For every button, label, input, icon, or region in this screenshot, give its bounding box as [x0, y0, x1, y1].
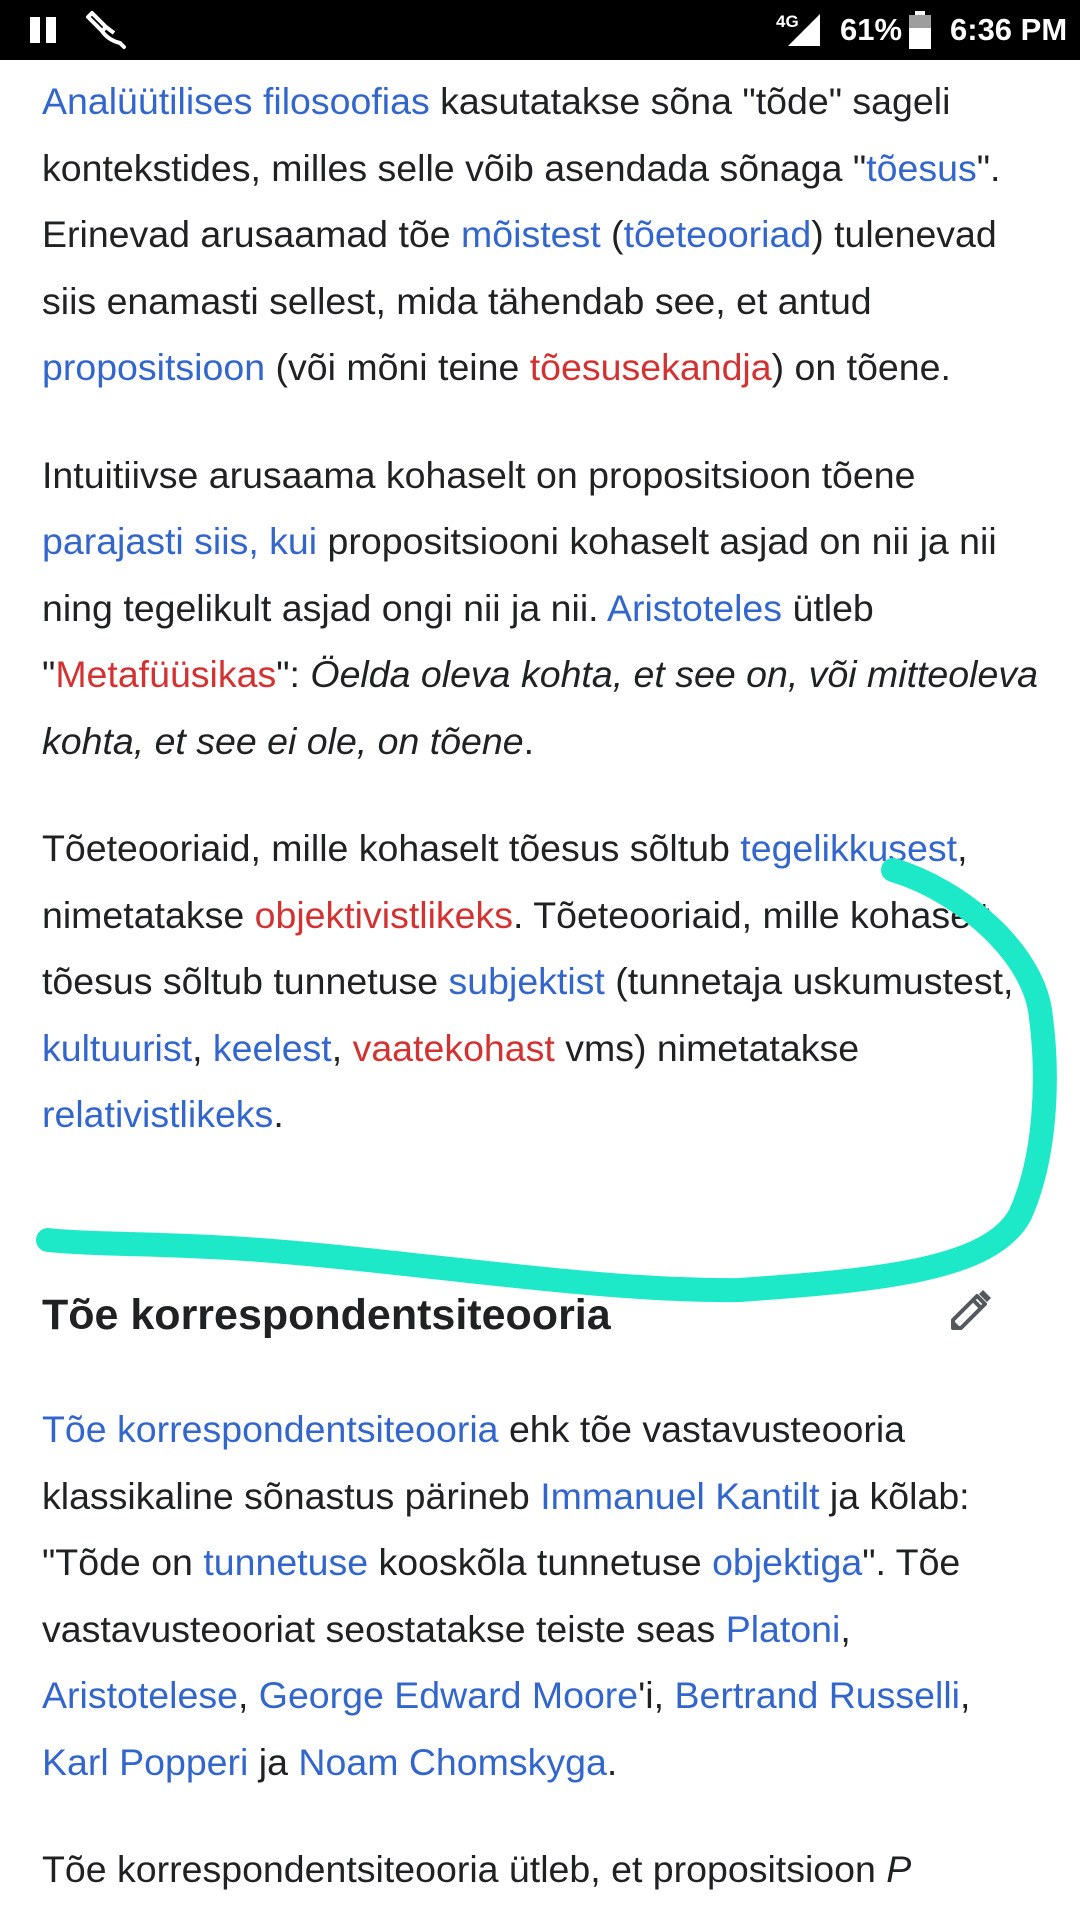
link-noam-chomskyga[interactable]: Noam Chomskyga: [298, 1740, 607, 1783]
link-tegelikkusest[interactable]: tegelikkusest: [740, 827, 958, 869]
section-content: [42, 1396, 1042, 1903]
text-run: ". Tõe vastavusteooriat seostatakse teiste seas: [42, 1541, 961, 1650]
signal-icon: [786, 0, 822, 60]
link-keelest[interactable]: keelest: [212, 1026, 332, 1069]
text-run: . Tõeteooriaid, mille kohaselt tõesus sõltub tunnetuse: [42, 893, 990, 1002]
text-run: ,: [192, 1026, 213, 1069]
text-run: (või mõni teine: [265, 346, 530, 388]
text-run: propositsiooni kohaselt asjad on nii ja nii ning tegelikult asjad ongi nii ja nii.: [42, 520, 997, 629]
text-run: kooskõla tunnetuse: [368, 1541, 713, 1583]
link-tunnetuse[interactable]: tunnetuse: [203, 1541, 369, 1583]
link-analuutilises-filosoofias[interactable]: Analüütilises filosoofias: [42, 80, 430, 122]
text-run: ,: [331, 1026, 353, 1069]
link-toe-korrespondentsiteooria[interactable]: Tõe korrespondentsiteooria: [42, 1408, 499, 1450]
section-heading: Tõe korrespondentsiteooria: [42, 1291, 611, 1339]
link-immanuel-kantilt[interactable]: Immanuel Kantilt: [540, 1474, 820, 1517]
text-run: kasutatakse sõna "tõde" sageli kontekstides, milles selle võib asendada sõnaga ": [42, 80, 951, 189]
link-george-edward-moore[interactable]: George Edward Moore: [258, 1674, 639, 1716]
text-run: Tõeteooriaid, mille kohaselt tõesus sõltub: [42, 827, 741, 869]
text-run: ,: [840, 1607, 851, 1650]
network-type-label: 4G: [776, 12, 799, 31]
link-relativistlikeks[interactable]: relativistlikeks: [42, 1093, 274, 1135]
redlink-objektivistlikeks[interactable]: objektivistlikeks: [254, 893, 514, 936]
paragraph-truth-theories: [42, 815, 1042, 1148]
text-run: (tunnetaja uskumustest,: [604, 960, 1014, 1002]
text-run: .: [273, 1093, 284, 1135]
text-run: ". Erinevad arusaamad tõe: [42, 146, 1001, 255]
article-content: [42, 68, 1042, 1148]
text-run: , nimetatakse: [42, 827, 968, 936]
text-run: ja: [248, 1740, 299, 1783]
paragraph-correspondence-statement: [42, 1836, 1042, 1903]
text-run: ütleb ": [42, 586, 874, 695]
variable-p: P: [886, 1848, 912, 1890]
link-moistest[interactable]: mõistest: [461, 213, 601, 255]
link-toeteooriad[interactable]: tõeteooriad: [623, 213, 812, 255]
link-bertrand-russelli[interactable]: Bertrand Russelli: [674, 1674, 961, 1716]
text-run: Tõe korrespondentsiteooria ütleb, et propositsioon: [42, 1848, 887, 1890]
status-bar: [0, 0, 1080, 60]
text-run: (: [600, 213, 624, 255]
link-objektiga[interactable]: objektiga: [712, 1541, 863, 1583]
link-parajasti-siis-kui[interactable]: parajasti siis, kui: [42, 520, 318, 562]
link-aristotelese[interactable]: Aristotelese: [42, 1674, 238, 1716]
battery-percent: 61%: [840, 12, 903, 47]
pencil-icon[interactable]: [945, 1286, 995, 1336]
link-subjektist[interactable]: subjektist: [448, 960, 605, 1002]
battery-icon: [908, 0, 932, 60]
text-run: ehk tõe vastavusteooria klassikaline sõnastus pärineb: [42, 1408, 906, 1517]
link-propositsioon[interactable]: propositsioon: [42, 346, 266, 388]
redlink-toesusekandja[interactable]: tõesusekandja: [529, 346, 772, 388]
pause-icon: [28, 0, 60, 60]
paragraph-analytic-philosophy: [42, 68, 1042, 401]
link-karl-popperi[interactable]: Karl Popperi: [42, 1740, 249, 1783]
notification-icon: [84, 0, 130, 60]
paragraph-correspondence-theory: [42, 1396, 1042, 1795]
redlink-metafuusikas[interactable]: Metafüüsikas: [55, 653, 277, 695]
text-run: ,: [237, 1674, 259, 1716]
quote-italic: Öelda oleva kohta, et see on, või mitteoleva kohta, et see ei ole, on tõene: [42, 653, 1038, 762]
clock: 6:36 PM: [950, 12, 1068, 47]
link-kultuurist[interactable]: kultuurist: [42, 1026, 193, 1069]
paragraph-intuitive-understanding: [42, 442, 1042, 775]
text-run: ja kõlab: "Tõde on: [42, 1474, 970, 1583]
text-run: Intuitiivse arusaama kohaselt on propositsioon tõene: [42, 453, 916, 496]
text-run: ":: [276, 653, 311, 695]
link-toesus[interactable]: tõesus: [866, 146, 977, 189]
text-run: ) on tõene.: [771, 346, 951, 388]
text-run: .: [523, 719, 535, 762]
link-aristoteles[interactable]: Aristoteles: [606, 586, 783, 629]
text-run: vms) nimetatakse: [554, 1026, 860, 1069]
link-platoni[interactable]: Platoni: [725, 1607, 841, 1650]
text-run: ) tulenevad siis enamasti sellest, mida tähendab see, et antud: [42, 213, 997, 322]
text-run: 'i,: [638, 1674, 675, 1716]
redlink-vaatekohast[interactable]: vaatekohast: [352, 1026, 555, 1069]
text-run: ,: [960, 1674, 971, 1716]
text-run: .: [606, 1740, 618, 1783]
